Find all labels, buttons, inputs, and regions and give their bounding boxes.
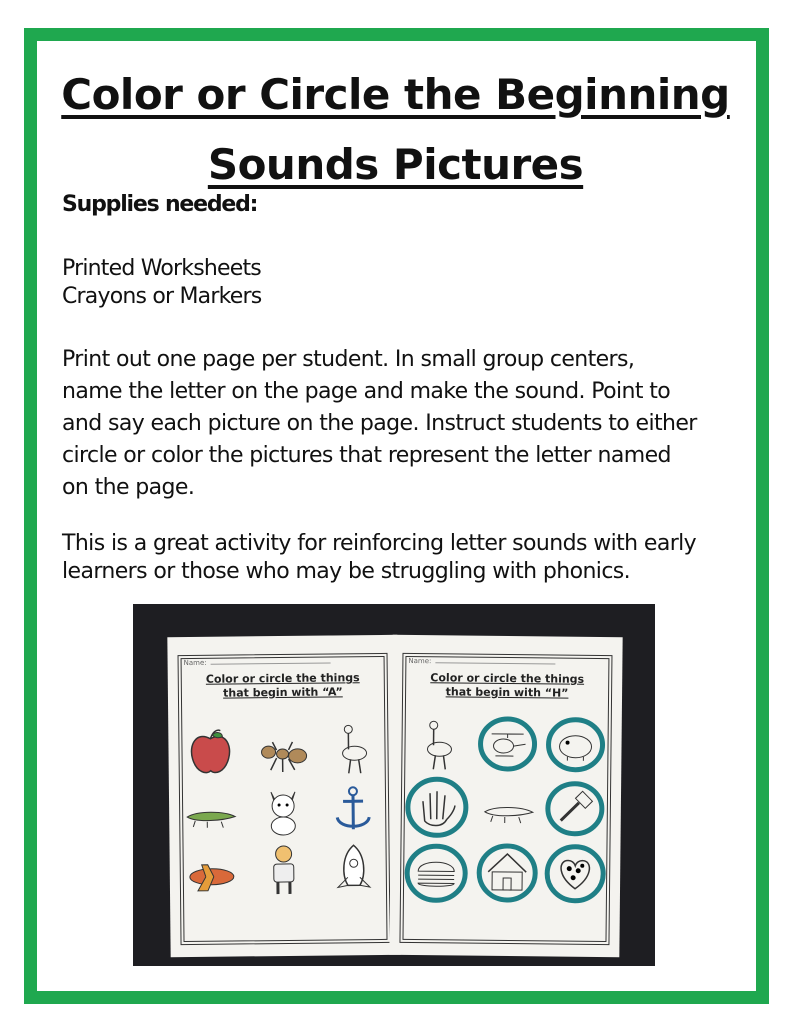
worksheet-letter-a	[167, 635, 400, 957]
ant-icon	[254, 726, 311, 783]
cat-icon	[255, 782, 312, 839]
supply-item: Printed Worksheets	[62, 256, 261, 281]
ostrich-icon	[409, 717, 466, 774]
page-title-line-1: Color or Circle the Beginning	[61, 70, 730, 119]
hammer-icon	[545, 778, 606, 839]
page-title-line-2: Sounds Pictures	[207, 140, 584, 189]
hamburger-icon	[404, 841, 469, 906]
helicopter-icon	[477, 714, 538, 775]
sheet-title: Color or circle the things that begin with “A”	[205, 671, 360, 700]
instruction-line: name the letter on the page and make the sound. Point to	[62, 379, 671, 404]
worksheet-photo	[133, 604, 655, 966]
astronaut-icon	[255, 842, 312, 899]
worksheet-letter-h	[389, 635, 622, 957]
alligator-icon	[183, 786, 240, 843]
airplane-icon	[184, 846, 241, 903]
closing-line: This is a great activity for reinforcing letter sounds with early	[62, 531, 697, 556]
supply-item: Crayons or Markers	[62, 284, 262, 309]
closing-line: learners or those who may be struggling with phonics.	[62, 559, 631, 584]
instructions-paragraph	[62, 344, 742, 504]
heart-icon	[544, 842, 607, 905]
hippo-icon	[545, 714, 606, 775]
supplies-list	[62, 255, 261, 311]
house-icon	[476, 842, 539, 905]
instruction-line: circle or color the pictures that represent the letter named	[62, 443, 671, 468]
alligator-icon	[481, 782, 538, 839]
hand-icon	[405, 775, 470, 840]
apple-icon	[182, 722, 239, 779]
instruction-line: on the page.	[62, 475, 195, 500]
instruction-line: Print out one page per student. In small group centers,	[62, 347, 635, 372]
name-label: Name:	[408, 657, 555, 667]
anchor-icon	[325, 781, 382, 838]
sheet-title: Color or circle the things that begin with “H”	[430, 671, 585, 700]
instruction-line: and say each picture on the page. Instruct students to either	[62, 411, 697, 436]
rocket-icon	[325, 841, 382, 898]
ostrich-icon	[324, 721, 381, 778]
closing-paragraph	[62, 530, 742, 586]
name-label: Name:	[184, 658, 331, 668]
supplies-heading: Supplies needed:	[62, 192, 258, 217]
